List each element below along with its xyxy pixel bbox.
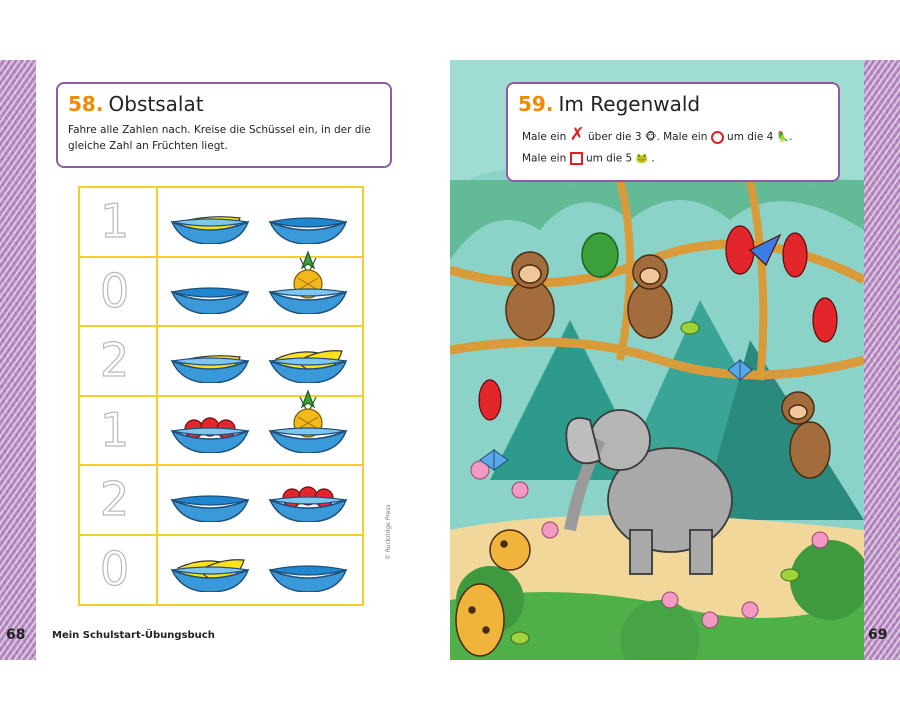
bowl-with-pineapple[interactable]	[268, 389, 348, 453]
red-circle-icon	[711, 131, 724, 144]
bowl-with-two-bananas[interactable]	[268, 343, 348, 383]
bowl-with-banana[interactable]	[170, 343, 250, 383]
text: . Male ein	[656, 131, 708, 143]
digit-cell	[80, 466, 158, 534]
right-crayon-strip	[864, 60, 900, 660]
digit-cell	[80, 327, 158, 395]
trace-digit[interactable]: 0	[100, 541, 130, 596]
text: Male ein	[522, 131, 567, 143]
task-59-line-2	[522, 152, 655, 165]
trace-digit[interactable]: 1	[100, 194, 130, 248]
frog-icon: 🐸	[635, 153, 649, 165]
digit-cell	[80, 188, 158, 256]
task-59-number: 59.	[518, 92, 554, 116]
task-59-box	[506, 82, 840, 182]
page-number-right: 69	[868, 627, 888, 643]
bowl-with-pineapple[interactable]	[268, 250, 348, 314]
text: .	[789, 131, 793, 143]
red-square-icon	[570, 152, 583, 165]
digit-cell	[80, 536, 158, 606]
bowl-empty[interactable]	[268, 552, 348, 592]
task-58-instruction: Fahre alle Zahlen nach. Kreise die Schüssel ein, in der die gleiche Zahl an Früchten liegt.	[68, 124, 371, 152]
fruit-grid	[78, 186, 364, 606]
text: um die 5	[585, 152, 633, 165]
grid-row	[80, 188, 362, 258]
grid-row	[80, 258, 362, 328]
bowl-empty[interactable]	[170, 482, 250, 522]
bowl-empty[interactable]	[170, 274, 250, 314]
bowl-with-apples[interactable]	[268, 482, 348, 522]
digit-cell	[80, 397, 158, 465]
book-title-footer: Mein Schulstart-Übungsbuch	[52, 630, 215, 641]
page-number-left: 68	[6, 627, 26, 643]
trace-digit[interactable]: 2	[100, 472, 130, 526]
copyright-note: © Ruckridge Press	[385, 504, 392, 560]
grid-row	[80, 327, 362, 397]
monkey	[506, 252, 554, 340]
text: Male ein	[522, 152, 567, 165]
task-58-title: Obstsalat	[108, 92, 204, 116]
bowl-with-two-bananas[interactable]	[170, 552, 250, 592]
bowl-with-apples[interactable]	[170, 413, 250, 453]
trace-digit[interactable]: 2	[100, 333, 130, 387]
grid-row	[80, 536, 362, 606]
text: über die 3	[588, 131, 642, 143]
grid-row	[80, 466, 362, 536]
task-58-heading	[68, 92, 204, 116]
bowl-empty[interactable]	[268, 204, 348, 244]
task-59-line-1	[522, 124, 792, 145]
digit-cell	[80, 258, 158, 326]
left-crayon-strip	[0, 60, 36, 660]
grid-row	[80, 397, 362, 467]
task-59-title: Im Regenwald	[558, 92, 701, 116]
trace-digit[interactable]: 1	[100, 402, 130, 457]
trace-digit[interactable]: 0	[100, 263, 130, 318]
bowl-with-banana[interactable]	[170, 204, 250, 244]
task-59-heading	[518, 92, 700, 116]
text: .	[651, 152, 655, 165]
task-58-box	[56, 82, 392, 168]
monkey-icon: 🐵	[644, 132, 657, 143]
text: um die 4	[727, 131, 774, 143]
red-cross-icon: ✗	[569, 124, 585, 145]
task-58-number: 58.	[68, 92, 104, 116]
parrot-icon: 🦜	[776, 132, 790, 143]
